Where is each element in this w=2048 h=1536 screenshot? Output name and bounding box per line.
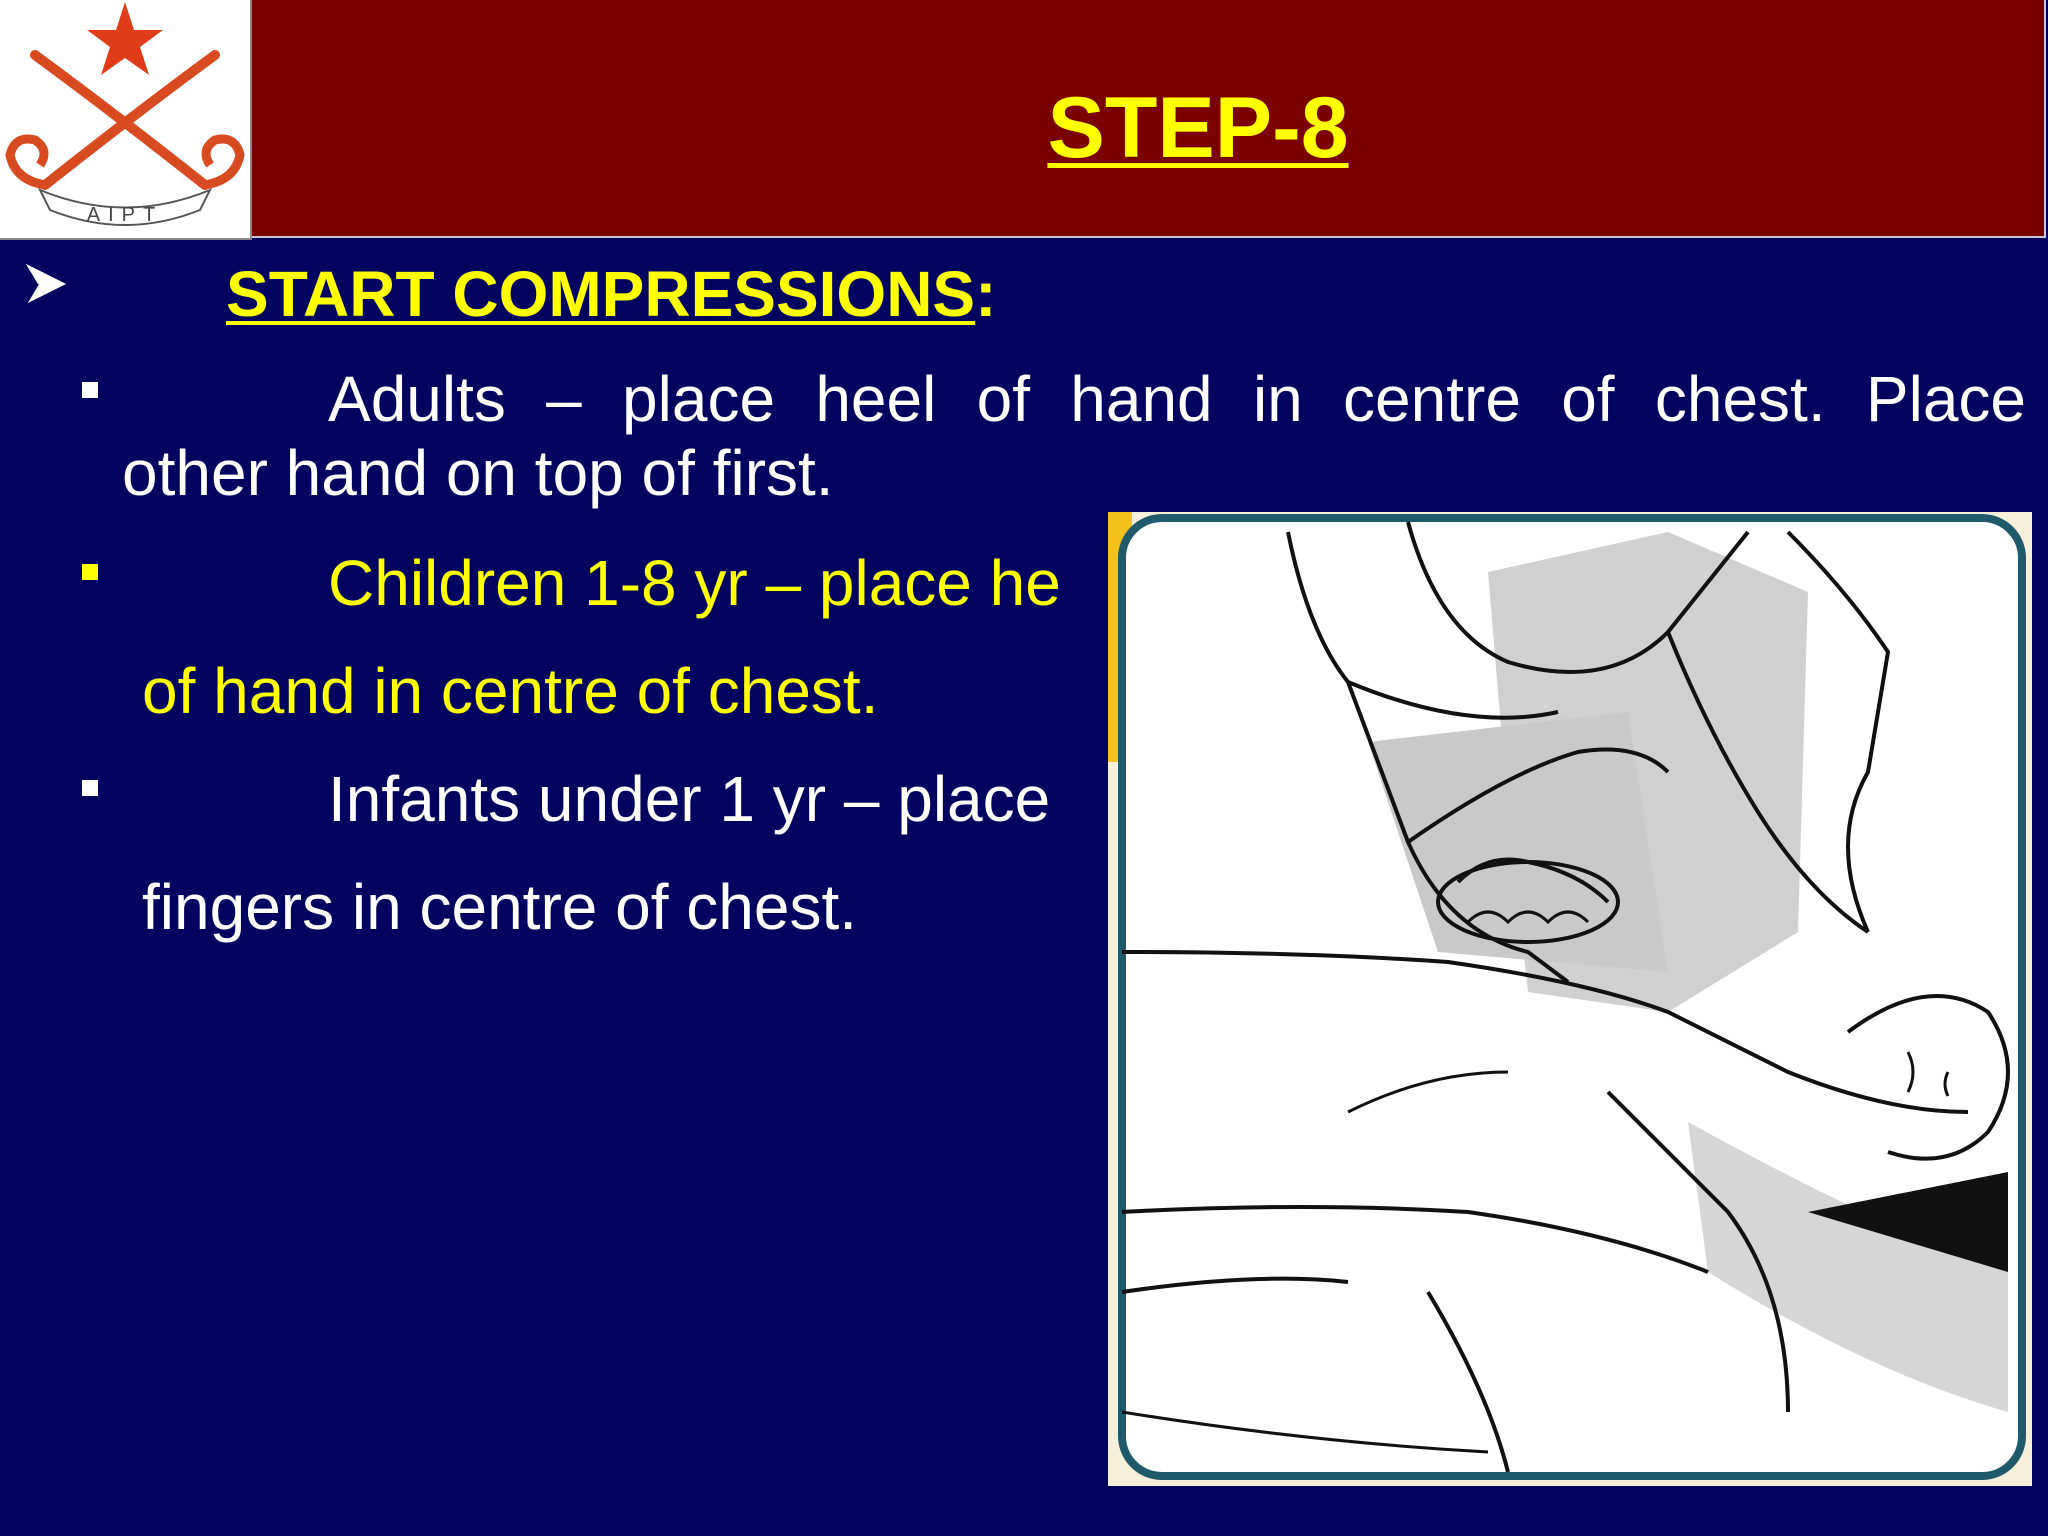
bullet-children-line2: of hand in centre of chest. bbox=[142, 655, 879, 727]
cpr-illustration bbox=[1108, 512, 2032, 1486]
square-bullet-icon bbox=[82, 780, 98, 796]
bullet-infants-line1: Infants under 1 yr – place bbox=[328, 763, 1051, 835]
heading-text: START COMPRESSIONS bbox=[226, 258, 976, 330]
bullet-infants-line2: fingers in centre of chest. bbox=[142, 871, 858, 943]
logo-text: AIPT bbox=[86, 204, 164, 226]
square-bullet-icon bbox=[82, 564, 98, 580]
section-heading bbox=[226, 256, 996, 332]
slide-title: STEP-8 bbox=[1047, 80, 1349, 176]
cpr-compression-icon bbox=[1108, 512, 2032, 1486]
arrow-bullet-icon bbox=[24, 262, 68, 306]
title-bar bbox=[252, 0, 2046, 238]
emblem-icon bbox=[0, 0, 250, 238]
bullet-adults-line1: Adults – place heel of hand in centre of chest. Place bbox=[328, 363, 2026, 435]
heading-colon: : bbox=[975, 258, 997, 330]
heading-row bbox=[24, 256, 1124, 336]
aipt-logo bbox=[0, 0, 252, 240]
square-bullet-icon bbox=[82, 382, 98, 398]
bullet-adults-line2: other hand on top of first. bbox=[122, 437, 834, 509]
bullet-children-line1: Children 1-8 yr – place he bbox=[328, 547, 1061, 619]
